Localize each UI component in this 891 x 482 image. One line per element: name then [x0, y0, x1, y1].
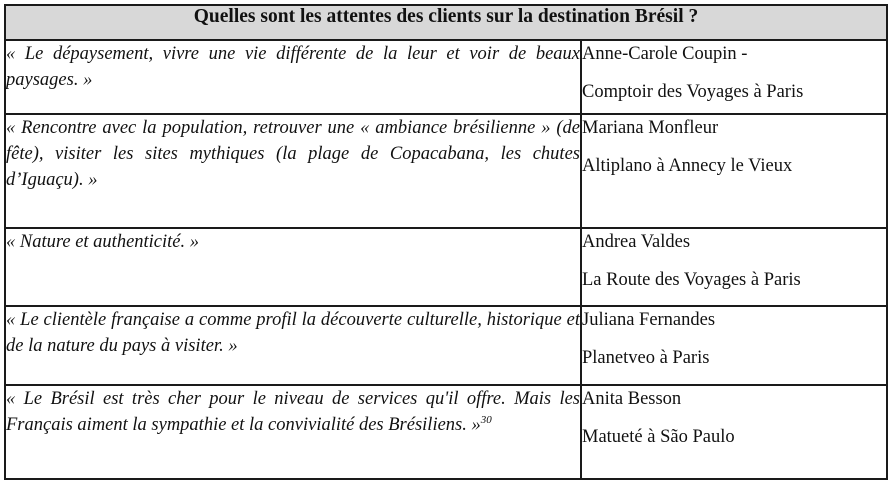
source-cell — [581, 385, 887, 479]
person-name: Anne-Carole Coupin - — [582, 43, 748, 64]
quote-cell: « Le clientèle française a comme profil la découverte culturelle, historique et de la nature du pays à visiter. » — [5, 306, 581, 384]
person-name: Andrea Valdes — [582, 232, 691, 253]
quote-text: « Le Brésil est très cher pour le niveau de services qu'il offre. Mais les Français aiment la sympathie et la convivialité des Brésiliens. » — [6, 388, 580, 435]
table-row — [5, 228, 887, 306]
agency-name: Planetveo à Paris — [582, 348, 710, 369]
table-row — [5, 114, 887, 229]
agency-name: Matueté à São Paulo — [582, 426, 735, 447]
source-cell — [581, 114, 887, 229]
quote-cell: « Nature et authenticité. » — [5, 228, 581, 306]
person-name: Juliana Fernandes — [582, 310, 716, 331]
agency-name: La Route des Voyages à Paris — [582, 270, 801, 291]
agency-name: Comptoir des Voyages à Paris — [582, 81, 804, 102]
footnote-ref: 30 — [480, 413, 492, 426]
expectations-table — [4, 4, 888, 480]
table-row — [5, 306, 887, 384]
table-header-row — [5, 5, 887, 40]
table-row — [5, 385, 887, 479]
agency-name: Altiplano à Annecy le Vieux — [582, 155, 793, 176]
source-cell — [581, 306, 887, 384]
table-title: Quelles sont les attentes des clients sur la destination Brésil ? — [5, 5, 887, 40]
quote-cell: « Rencontre avec la population, retrouver une « ambiance brésilienne » (de fête), visiter les sites mythiques (la plage de Copacabana, les chutes d’Iguaçu). » — [5, 114, 581, 229]
person-name: Anita Besson — [582, 388, 682, 409]
table-row — [5, 40, 887, 114]
quote-cell: « Le dépaysement, vivre une vie différente de la leur et voir de beaux paysages. » — [5, 40, 581, 114]
person-name: Mariana Monfleur — [582, 117, 719, 138]
source-cell — [581, 40, 887, 114]
source-cell — [581, 228, 887, 306]
quote-cell — [5, 385, 581, 479]
